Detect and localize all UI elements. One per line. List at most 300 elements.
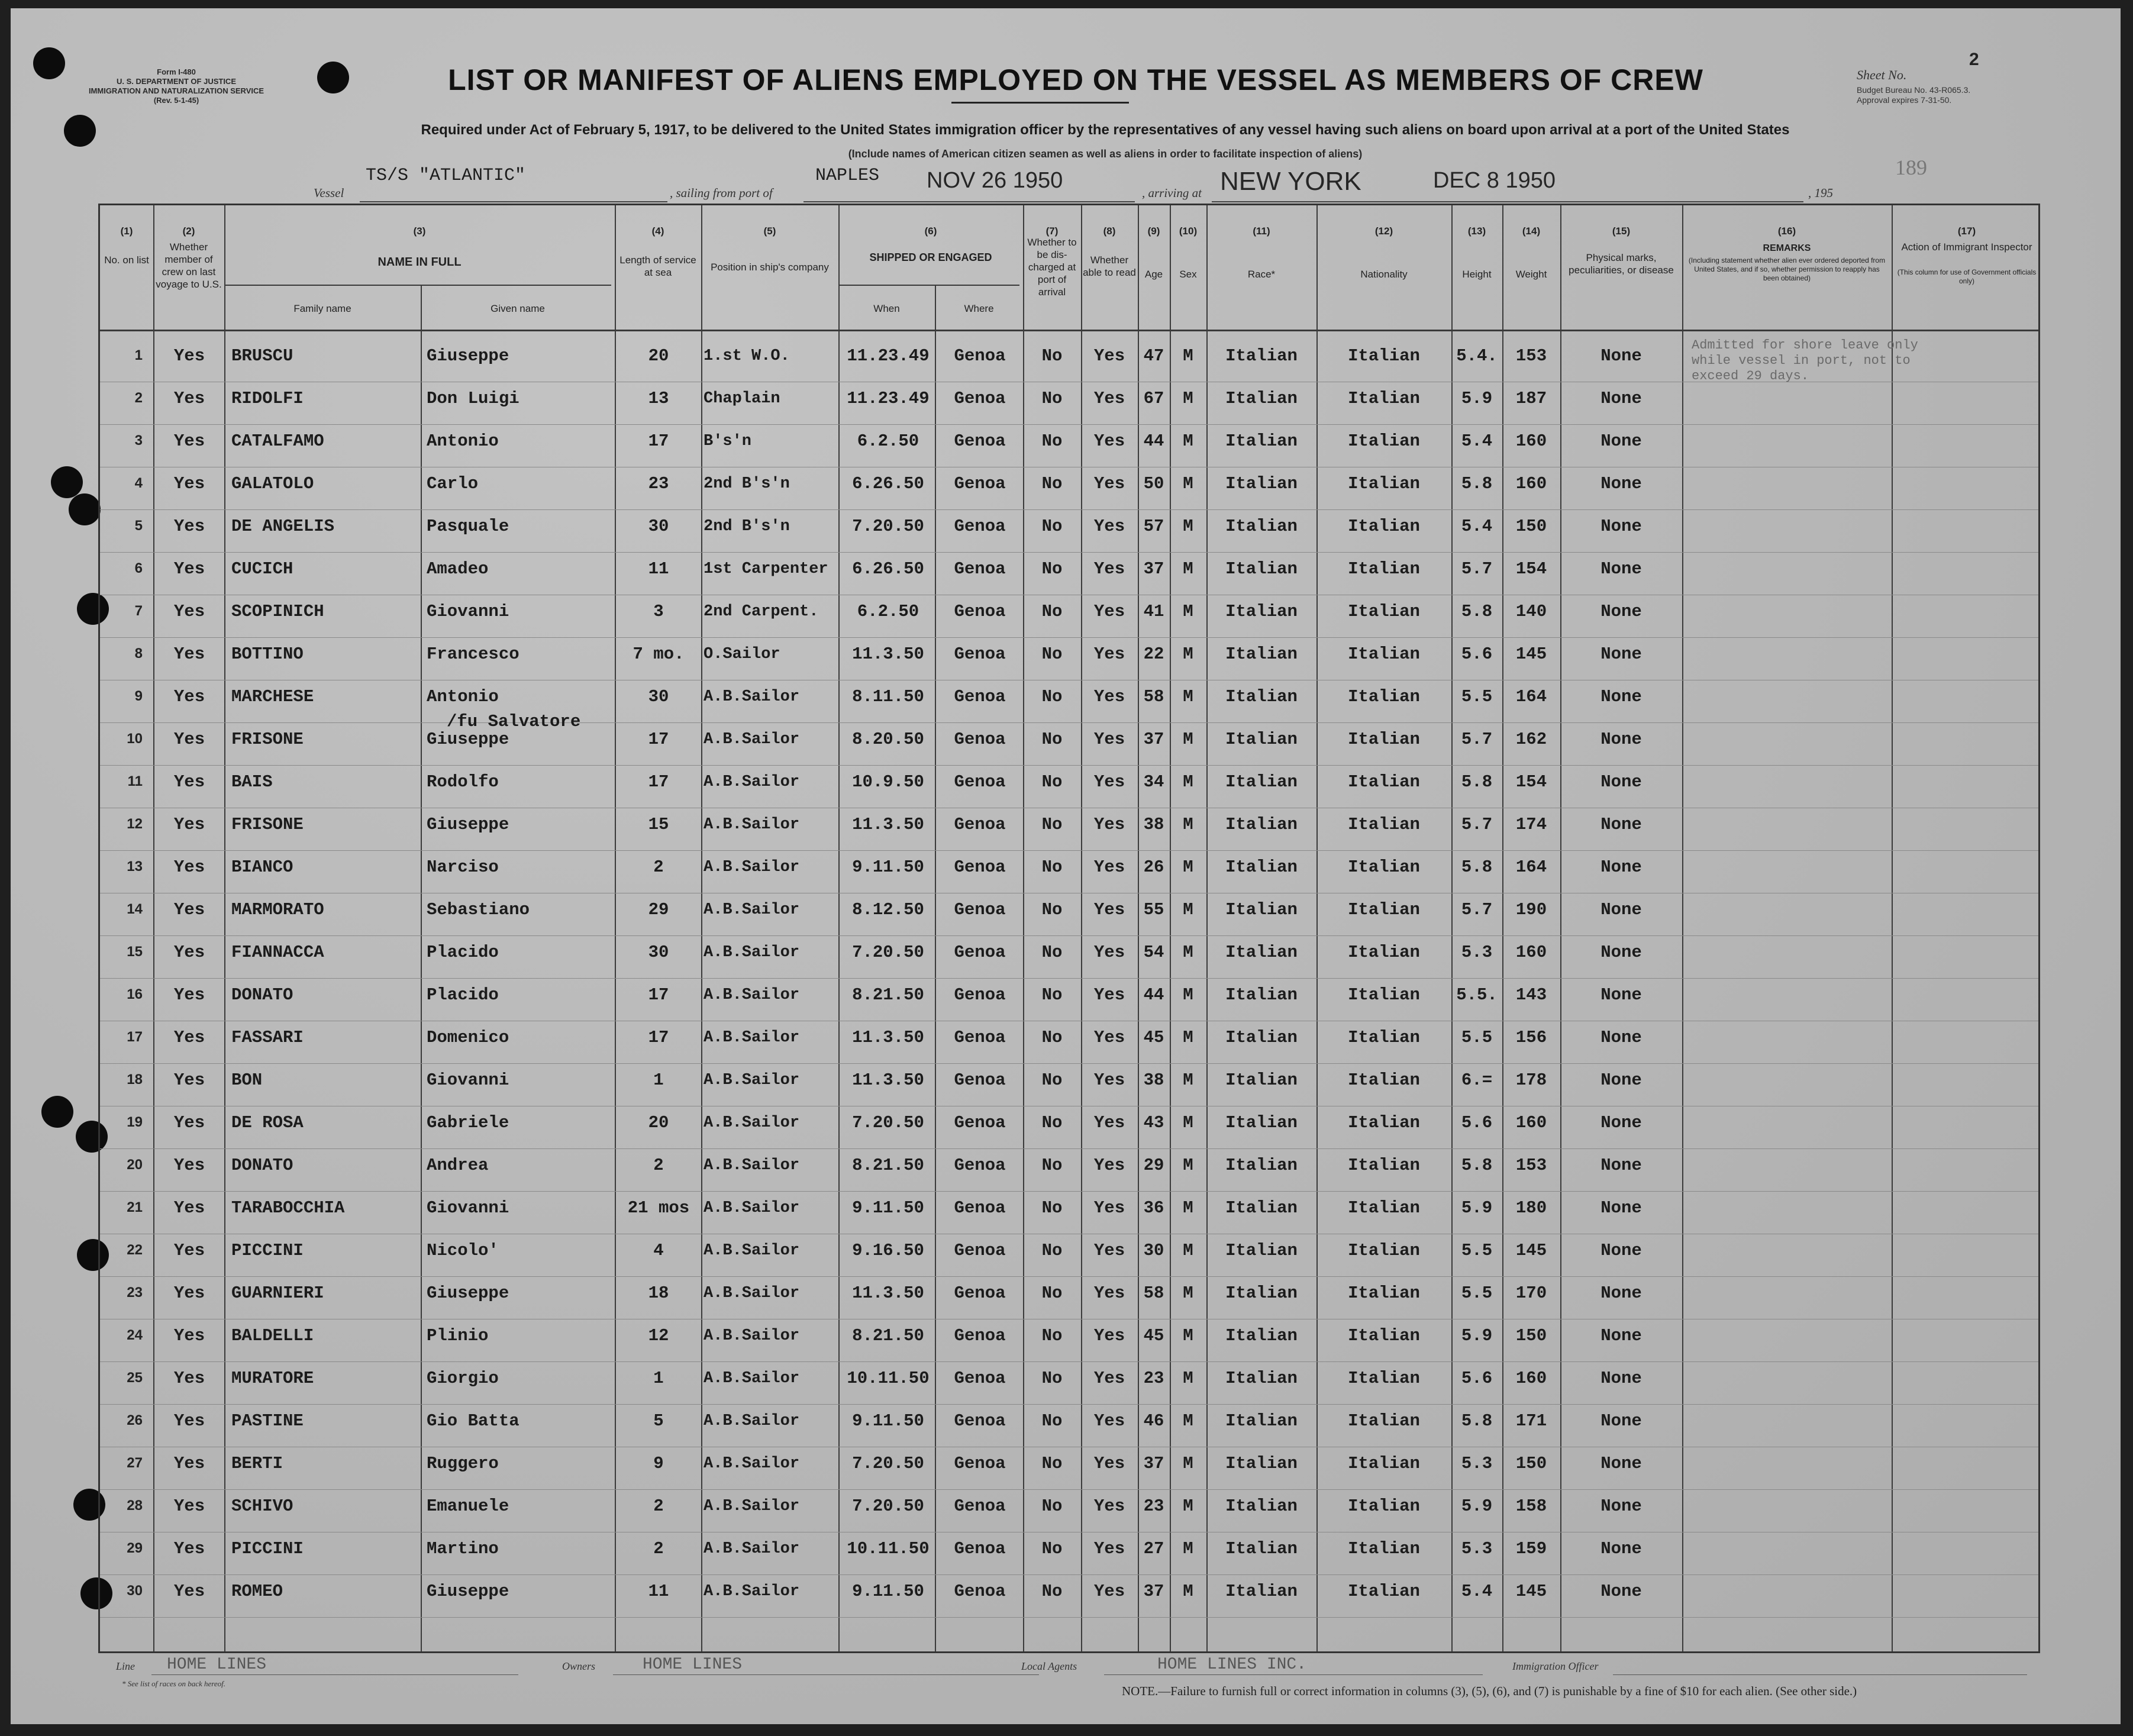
age-cell: 26 — [1143, 857, 1164, 877]
given-name-cell: Emanuele — [427, 1496, 509, 1516]
able-to-read-cell: Yes — [1093, 1326, 1125, 1345]
height-cell: 5.4 — [1461, 431, 1493, 451]
position-cell: 1.st W.O. — [704, 347, 790, 365]
nationality-cell: Italian — [1348, 346, 1420, 366]
engaged-where-cell: Genoa — [954, 1539, 1006, 1558]
family-name-cell: MURATORE — [231, 1369, 314, 1388]
sex-cell: M — [1183, 389, 1193, 408]
physical-marks-cell: None — [1600, 900, 1642, 919]
race-cell: Italian — [1225, 602, 1298, 621]
engaged-when-cell: 8.20.50 — [852, 730, 924, 749]
engaged-where-cell: Genoa — [954, 1582, 1006, 1601]
engaged-when-cell: 7.20.50 — [852, 1496, 924, 1516]
discharged-cell: No — [1041, 1582, 1063, 1601]
line-label: Line — [116, 1660, 135, 1672]
discharged-cell: No — [1041, 900, 1063, 919]
arrival-date: DEC 8 1950 — [1433, 168, 1556, 193]
given-name-cell: Giorgio — [427, 1369, 499, 1388]
physical-marks-cell: None — [1600, 431, 1642, 451]
discharged-cell: No — [1041, 474, 1063, 493]
age-cell: 41 — [1143, 602, 1164, 621]
family-name-cell: BAIS — [231, 772, 273, 792]
engaged-where-cell: Genoa — [954, 1156, 1006, 1175]
position-cell: A.B.Sailor — [704, 1540, 800, 1558]
crew-member-cell: Yes — [173, 1113, 205, 1132]
row-number: 25 — [127, 1370, 143, 1386]
service-length-cell: 30 — [648, 687, 669, 706]
engaged-when-cell: 6.26.50 — [852, 559, 924, 579]
service-length-cell: 18 — [648, 1283, 669, 1303]
height-cell: 5.5 — [1461, 687, 1493, 706]
able-to-read-cell: Yes — [1093, 1283, 1125, 1303]
family-name-cell: DONATO — [231, 985, 293, 1005]
nationality-cell: Italian — [1348, 1539, 1420, 1558]
family-name-cell: SCHIVO — [231, 1496, 293, 1516]
weight-cell: 154 — [1515, 772, 1547, 792]
height-cell: 5.3 — [1461, 1454, 1493, 1473]
family-name-cell: DE ANGELIS — [231, 517, 335, 536]
family-name-cell: CATALFAMO — [231, 431, 324, 451]
position-cell: Chaplain — [704, 390, 780, 408]
family-name-cell: FRISONE — [231, 815, 304, 834]
race-cell: Italian — [1225, 1326, 1298, 1345]
given-name-cell: Rodolfo — [427, 772, 499, 792]
header-position: Position in ship's company — [711, 262, 829, 273]
race-cell: Italian — [1225, 1028, 1298, 1047]
family-name-cell: RIDOLFI — [231, 389, 304, 408]
engaged-where-cell: Genoa — [954, 1070, 1006, 1090]
position-cell: A.B.Sailor — [704, 816, 800, 834]
row-number: 21 — [127, 1199, 143, 1215]
crew-member-cell: Yes — [173, 517, 205, 536]
position-cell: A.B.Sailor — [704, 731, 800, 748]
age-cell: 50 — [1143, 474, 1164, 493]
given-name-cell: Francesco — [427, 644, 519, 664]
able-to-read-cell: Yes — [1093, 1369, 1125, 1388]
able-to-read-cell: Yes — [1093, 644, 1125, 664]
service-length-cell: 17 — [648, 730, 669, 749]
weight-cell: 160 — [1515, 474, 1547, 493]
able-to-read-cell: Yes — [1093, 1198, 1125, 1218]
discharged-cell: No — [1041, 559, 1063, 579]
weight-cell: 170 — [1515, 1283, 1547, 1303]
position-cell: A.B.Sailor — [704, 773, 800, 791]
given-name-cell: Ruggero — [427, 1454, 499, 1473]
nationality-cell: Italian — [1348, 1156, 1420, 1175]
family-name-cell: PICCINI — [231, 1241, 304, 1260]
discharged-cell: No — [1041, 985, 1063, 1005]
service-length-cell: 17 — [648, 772, 669, 792]
given-name-cell: Giuseppe — [427, 1582, 509, 1601]
sex-cell: M — [1183, 985, 1193, 1005]
engaged-where-cell: Genoa — [954, 730, 1006, 749]
height-cell: 5.9 — [1461, 1496, 1493, 1516]
weight-cell: 158 — [1515, 1496, 1547, 1516]
row-number: 29 — [127, 1540, 143, 1556]
engaged-when-cell: 8.21.50 — [852, 985, 924, 1005]
discharged-cell: No — [1041, 1156, 1063, 1175]
crew-member-cell: Yes — [173, 1198, 205, 1218]
sheet-label: Sheet No. — [1857, 67, 1907, 82]
row-number: 19 — [127, 1114, 143, 1130]
family-name-cell: PASTINE — [231, 1411, 304, 1431]
row-number: 24 — [127, 1327, 143, 1343]
weight-cell: 187 — [1515, 389, 1547, 408]
discharged-cell: No — [1041, 389, 1063, 408]
weight-cell: 150 — [1515, 1454, 1547, 1473]
local-agents-label: Local Agents — [1021, 1660, 1077, 1672]
position-cell: 2nd B's'n — [704, 518, 790, 535]
able-to-read-cell: Yes — [1093, 1070, 1125, 1090]
crew-member-cell: Yes — [173, 1156, 205, 1175]
height-cell: 5.8 — [1461, 1156, 1493, 1175]
service-length-cell: 11 — [648, 1582, 669, 1601]
height-cell: 5.5 — [1461, 1028, 1493, 1047]
header-where: Where — [964, 303, 994, 314]
weight-cell: 145 — [1515, 1582, 1547, 1601]
engaged-when-cell: 6.26.50 — [852, 474, 924, 493]
given-name-cell: Giovanni — [427, 1198, 509, 1218]
header-shipped-engaged: SHIPPED OR ENGAGED — [869, 251, 992, 263]
physical-marks-cell: None — [1600, 687, 1642, 706]
crew-member-cell: Yes — [173, 1028, 205, 1047]
discharged-cell: No — [1041, 517, 1063, 536]
family-name-cell: PICCINI — [231, 1539, 304, 1558]
service-length-cell: 1 — [653, 1070, 664, 1090]
discharged-cell: No — [1041, 1454, 1063, 1473]
engaged-when-cell: 11.3.50 — [852, 1283, 924, 1303]
given-name-cell: Gio Batta — [427, 1411, 519, 1431]
position-cell: 1st Carpenter — [704, 560, 828, 578]
race-cell: Italian — [1225, 730, 1298, 749]
engaged-when-cell: 6.2.50 — [857, 602, 919, 621]
discharged-cell: No — [1041, 687, 1063, 706]
age-cell: 45 — [1143, 1028, 1164, 1047]
family-name-cell: ROMEO — [231, 1582, 283, 1601]
weight-cell: 153 — [1515, 346, 1547, 366]
position-cell: A.B.Sailor — [704, 1583, 800, 1601]
weight-cell: 164 — [1515, 687, 1547, 706]
engaged-where-cell: Genoa — [954, 943, 1006, 962]
engaged-when-cell: 8.11.50 — [852, 687, 924, 706]
age-cell: 30 — [1143, 1241, 1164, 1260]
immigration-officer-label: Immigration Officer — [1512, 1660, 1599, 1672]
sex-cell: M — [1183, 602, 1193, 621]
punch-hole — [69, 493, 101, 525]
engaged-when-cell: 11.3.50 — [852, 644, 924, 664]
height-cell: 5.6 — [1461, 1369, 1493, 1388]
given-name-cell: Carlo — [427, 474, 479, 493]
row-number: 22 — [127, 1242, 143, 1258]
header-length-of-service: Length of service at sea — [619, 254, 696, 278]
nationality-cell: Italian — [1348, 1326, 1420, 1345]
weight-cell: 160 — [1515, 943, 1547, 962]
discharged-cell: No — [1041, 1369, 1063, 1388]
nationality-cell: Italian — [1348, 602, 1420, 621]
punch-hole — [317, 62, 349, 93]
race-cell: Italian — [1225, 1198, 1298, 1218]
sex-cell: M — [1183, 1411, 1193, 1431]
engaged-when-cell: 8.21.50 — [852, 1326, 924, 1345]
owners-value: HOME LINES — [643, 1656, 743, 1674]
nationality-cell: Italian — [1348, 474, 1420, 493]
height-cell: 5.8 — [1461, 772, 1493, 792]
engaged-when-cell: 7.20.50 — [852, 1454, 924, 1473]
engaged-when-cell: 7.20.50 — [852, 943, 924, 962]
position-cell: A.B.Sailor — [704, 1157, 800, 1174]
physical-marks-cell: None — [1600, 1283, 1642, 1303]
punch-hole — [51, 466, 83, 498]
position-cell: 2nd Carpent. — [704, 603, 819, 621]
physical-marks-cell: None — [1600, 1156, 1642, 1175]
position-cell: A.B.Sailor — [704, 901, 800, 919]
service-length-cell: 30 — [648, 943, 669, 962]
physical-marks-cell: None — [1600, 602, 1642, 621]
engaged-where-cell: Genoa — [954, 602, 1006, 621]
discharged-cell: No — [1041, 1283, 1063, 1303]
line-value: HOME LINES — [167, 1656, 267, 1674]
sex-cell: M — [1183, 943, 1193, 962]
height-cell: 5.4 — [1461, 1582, 1493, 1601]
title-underline — [951, 102, 1129, 104]
vessel-name: TS/S "ATLANTIC" — [366, 166, 526, 186]
engaged-where-cell: Genoa — [954, 1454, 1006, 1473]
sex-cell: M — [1183, 900, 1193, 919]
sex-cell: M — [1183, 474, 1193, 493]
header-weight: Weight — [1515, 269, 1547, 280]
row-number: 20 — [127, 1157, 143, 1173]
engaged-when-cell: 10.11.50 — [847, 1369, 930, 1388]
able-to-read-cell: Yes — [1093, 857, 1125, 877]
height-cell: 5.5. — [1456, 985, 1498, 1005]
row-number: 3 — [134, 433, 143, 448]
row-number: 4 — [134, 475, 143, 491]
row-number: 14 — [127, 901, 143, 917]
given-name-cell: Domenico — [427, 1028, 509, 1047]
service-length-cell: 4 — [653, 1241, 664, 1260]
header-physical-marks: Physical marks, peculiarities, or disease — [1569, 252, 1674, 276]
height-cell: 5.8 — [1461, 602, 1493, 621]
height-cell: 5.5 — [1461, 1241, 1493, 1260]
discharged-cell: No — [1041, 943, 1063, 962]
sex-cell: M — [1183, 1369, 1193, 1388]
age-cell: 46 — [1143, 1411, 1164, 1431]
physical-marks-cell: None — [1600, 1070, 1642, 1090]
service-length-cell: 12 — [648, 1326, 669, 1345]
weight-cell: 160 — [1515, 1369, 1547, 1388]
position-cell: A.B.Sailor — [704, 1199, 800, 1217]
header-remarks: REMARKS — [1763, 243, 1811, 253]
able-to-read-cell: Yes — [1093, 815, 1125, 834]
sex-cell: M — [1183, 1156, 1193, 1175]
crew-member-cell: Yes — [173, 602, 205, 621]
service-length-cell: 5 — [653, 1411, 664, 1431]
age-cell: 45 — [1143, 1326, 1164, 1345]
row-number: 1 — [134, 347, 143, 363]
position-cell: A.B.Sailor — [704, 1327, 800, 1345]
row-number: 18 — [127, 1072, 143, 1088]
engaged-where-cell: Genoa — [954, 559, 1006, 579]
crew-member-cell: Yes — [173, 1326, 205, 1345]
given-name-cell: Plinio — [427, 1326, 489, 1345]
row-number: 27 — [127, 1455, 143, 1471]
row-number: 16 — [127, 986, 143, 1002]
engaged-when-cell: 10.11.50 — [847, 1539, 930, 1558]
weight-cell: 156 — [1515, 1028, 1547, 1047]
row-number: 11 — [127, 773, 143, 789]
engaged-where-cell: Genoa — [954, 815, 1006, 834]
weight-cell: 143 — [1515, 985, 1547, 1005]
family-name-cell: BALDELLI — [231, 1326, 314, 1345]
family-name-cell: BOTTINO — [231, 644, 304, 664]
engaged-where-cell: Genoa — [954, 772, 1006, 792]
discharged-cell: No — [1041, 431, 1063, 451]
age-cell: 58 — [1143, 687, 1164, 706]
given-name-cell: Giuseppe — [427, 730, 509, 749]
header-discharged: Whether to be dis-charged at port of arrival — [1027, 237, 1077, 298]
height-cell: 5.9 — [1461, 389, 1493, 408]
nationality-cell: Italian — [1348, 900, 1420, 919]
sex-cell: M — [1183, 1582, 1193, 1601]
nationality-cell: Italian — [1348, 1241, 1420, 1260]
race-cell: Italian — [1225, 772, 1298, 792]
sex-cell: M — [1183, 559, 1193, 579]
header-remarks-note: (Including statement whether alien ever ordered deported from United States, and if so, whether permission to reapply has been obtained) — [1688, 256, 1886, 282]
form-identifier: Form I-480 U. S. DEPARTMENT OF JUSTICE IMMIGRATION AND NATURALIZATION SERVICE (Rev. 5-1-45) — [88, 67, 264, 105]
service-length-cell: 17 — [648, 431, 669, 451]
sex-cell: M — [1183, 730, 1193, 749]
service-length-cell: 17 — [648, 985, 669, 1005]
service-length-cell: 30 — [648, 517, 669, 536]
position-cell: A.B.Sailor — [704, 1072, 800, 1089]
row-number: 2 — [134, 390, 143, 406]
given-name-cell: Martino — [427, 1539, 499, 1558]
engaged-when-cell: 9.11.50 — [852, 1582, 924, 1601]
given-name-cell: Sebastiano — [427, 900, 530, 919]
able-to-read-cell: Yes — [1093, 1028, 1125, 1047]
crew-member-cell: Yes — [173, 559, 205, 579]
header-height: Height — [1462, 269, 1492, 280]
weight-cell: 145 — [1515, 1241, 1547, 1260]
crew-member-cell: Yes — [173, 815, 205, 834]
race-cell: Italian — [1225, 1070, 1298, 1090]
page-number: 189 — [1895, 156, 1927, 179]
engaged-when-cell: 9.16.50 — [852, 1241, 924, 1260]
remarks-entry: Admitted for shore leave only while vessel in port, not to exceed 29 days. — [1692, 338, 1918, 383]
service-length-cell: 20 — [648, 346, 669, 366]
nationality-cell: Italian — [1348, 1411, 1420, 1431]
engaged-where-cell: Genoa — [954, 900, 1006, 919]
weight-cell: 178 — [1515, 1070, 1547, 1090]
age-cell: 54 — [1143, 943, 1164, 962]
able-to-read-cell: Yes — [1093, 389, 1125, 408]
physical-marks-cell: None — [1600, 772, 1642, 792]
position-cell: A.B.Sailor — [704, 1498, 800, 1515]
engaged-where-cell: Genoa — [954, 985, 1006, 1005]
nationality-cell: Italian — [1348, 559, 1420, 579]
weight-cell: 153 — [1515, 1156, 1547, 1175]
nationality-cell: Italian — [1348, 1369, 1420, 1388]
local-agents-value: HOME LINES INC. — [1157, 1656, 1307, 1674]
service-length-cell: 7 mo. — [633, 644, 685, 664]
able-to-read-cell: Yes — [1093, 1454, 1125, 1473]
position-cell: 2nd B's'n — [704, 475, 790, 493]
row-number: 12 — [127, 816, 143, 832]
height-cell: 5.7 — [1461, 559, 1493, 579]
height-cell: 5.9 — [1461, 1326, 1493, 1345]
engaged-when-cell: 11.23.49 — [847, 346, 930, 366]
given-name-cell: Giovanni — [427, 602, 509, 621]
row-number: 30 — [127, 1583, 143, 1599]
given-name-cell: Pasquale — [427, 517, 509, 536]
given-name-cell: Andrea — [427, 1156, 489, 1175]
engaged-where-cell: Genoa — [954, 517, 1006, 536]
sex-cell: M — [1183, 857, 1193, 877]
able-to-read-cell: Yes — [1093, 1582, 1125, 1601]
row-number: 7 — [134, 603, 143, 619]
physical-marks-cell: None — [1600, 389, 1642, 408]
header-age: Age — [1144, 269, 1163, 280]
row-number: 15 — [127, 944, 143, 960]
age-cell: 37 — [1143, 1582, 1164, 1601]
given-name-cell: Gabriele — [427, 1113, 509, 1132]
row-number: 28 — [127, 1498, 143, 1514]
sex-cell: M — [1183, 772, 1193, 792]
manifest-sheet — [11, 8, 2121, 1724]
crew-member-cell: Yes — [173, 1283, 205, 1303]
able-to-read-cell: Yes — [1093, 687, 1125, 706]
race-cell: Italian — [1225, 687, 1298, 706]
physical-marks-cell: None — [1600, 1028, 1642, 1047]
able-to-read-cell: Yes — [1093, 1113, 1125, 1132]
weight-cell: 162 — [1515, 730, 1547, 749]
race-cell: Italian — [1225, 389, 1298, 408]
age-cell: 55 — [1143, 900, 1164, 919]
discharged-cell: No — [1041, 1028, 1063, 1047]
able-to-read-cell: Yes — [1093, 1496, 1125, 1516]
able-to-read-cell: Yes — [1093, 1411, 1125, 1431]
race-cell: Italian — [1225, 900, 1298, 919]
engaged-when-cell: 11.23.49 — [847, 389, 930, 408]
service-length-cell: 17 — [648, 1028, 669, 1047]
able-to-read-cell: Yes — [1093, 1156, 1125, 1175]
crew-member-cell: Yes — [173, 474, 205, 493]
given-name-cell: Amadeo — [427, 559, 489, 579]
header-sex: Sex — [1179, 269, 1197, 280]
discharged-cell: No — [1041, 730, 1063, 749]
service-length-cell: 20 — [648, 1113, 669, 1132]
race-cell: Italian — [1225, 1496, 1298, 1516]
nationality-cell: Italian — [1348, 1070, 1420, 1090]
nationality-cell: Italian — [1348, 1198, 1420, 1218]
service-length-cell: 29 — [648, 900, 669, 919]
able-to-read-cell: Yes — [1093, 1241, 1125, 1260]
sailing-from-label: , sailing from port of — [670, 186, 773, 200]
manifest-footer — [98, 1653, 2040, 1712]
physical-marks-cell: None — [1600, 1241, 1642, 1260]
given-name-cell: Antonio — [427, 687, 499, 706]
race-cell: Italian — [1225, 474, 1298, 493]
engaged-where-cell: Genoa — [954, 1283, 1006, 1303]
nationality-cell: Italian — [1348, 730, 1420, 749]
physical-marks-cell: None — [1600, 517, 1642, 536]
header-family-name: Family name — [293, 303, 351, 314]
weight-cell: 174 — [1515, 815, 1547, 834]
position-cell: A.B.Sailor — [704, 688, 800, 706]
nationality-cell: Italian — [1348, 1454, 1420, 1473]
weight-cell: 159 — [1515, 1539, 1547, 1558]
departure-date: NOV 26 1950 — [927, 168, 1063, 193]
